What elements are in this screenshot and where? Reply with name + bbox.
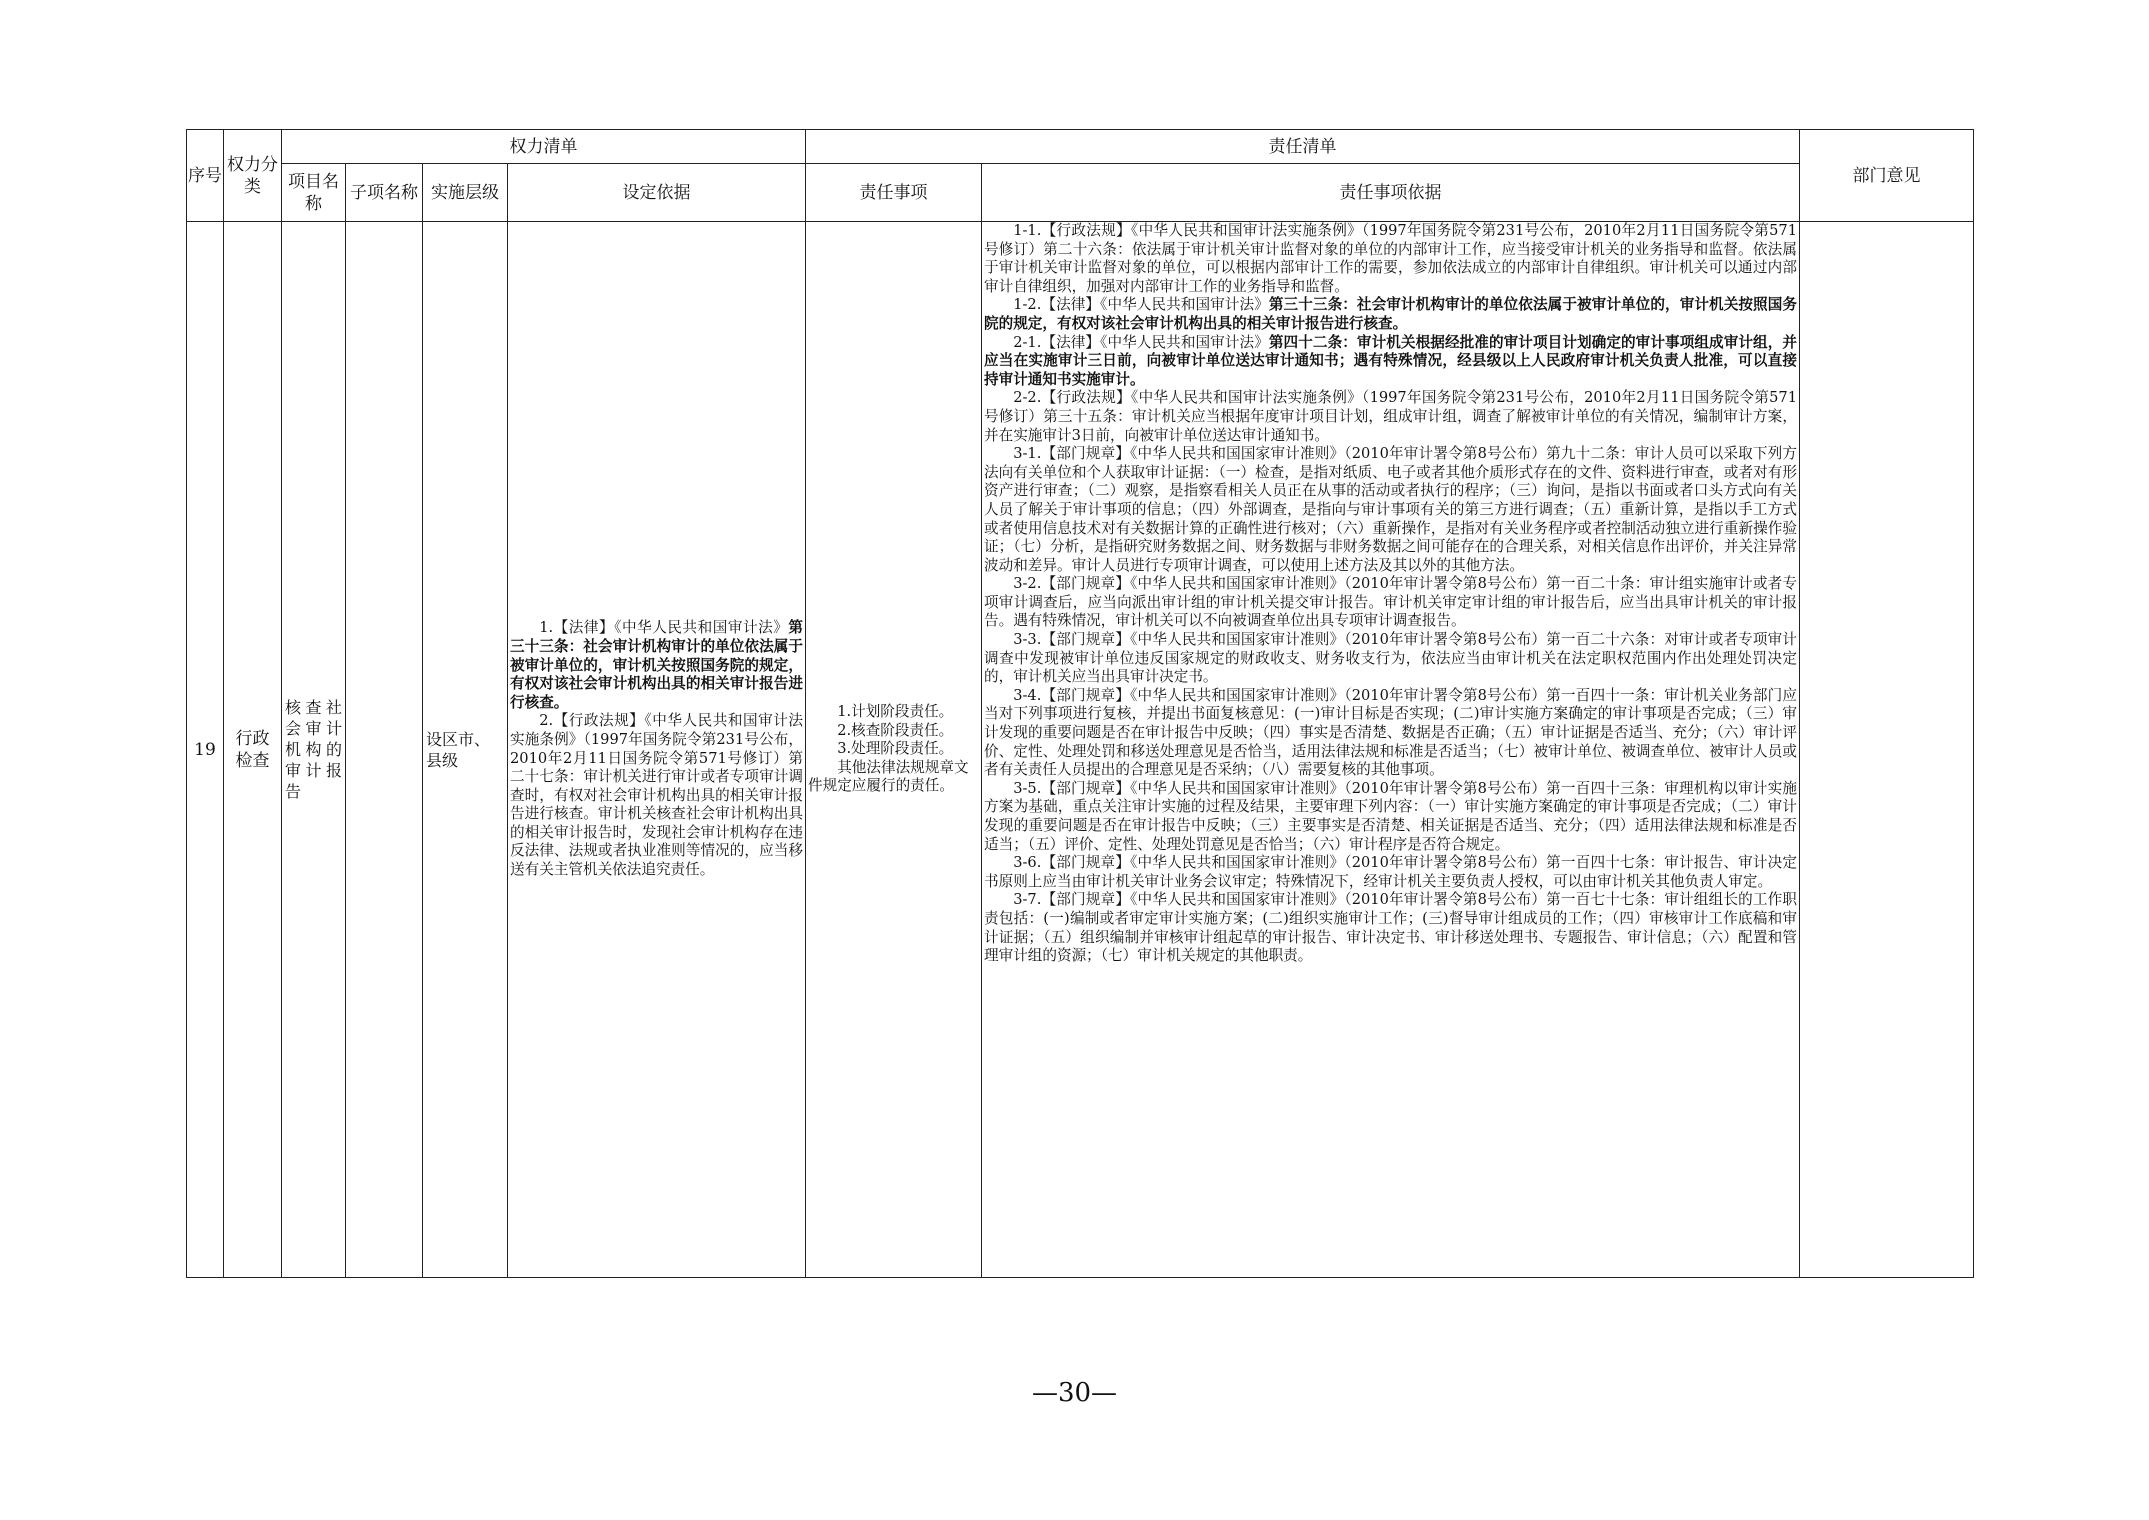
responsibility-basis-paragraph [984, 891, 1797, 965]
header-seq: 序号 [187, 130, 224, 222]
row-dept-opinion [1800, 222, 1974, 1278]
basis-paragraph-bold: 第三十三条：社会审计机构审计的单位依法属于被审计单位的，审计机关按照国务院的规定，有权对该社会审计机构出具的相关审计报告进行核查。 [510, 619, 803, 711]
responsibility-basis-paragraph-bold: 第四十二条：审计机关根据经批准的审计项目计划确定的审计事项组成审计组，并应当在实施审计三日前，向被审计单位送达审计通知书；遇有特殊情况，经县级以上人民政府审计机关负责人批准，可以直接持审计通知书实施审计。 [984, 333, 1797, 388]
page-number: —30— [1031, 1378, 1118, 1408]
header-responsibility-list: 责任清单 [806, 130, 1800, 164]
responsibility-basis-paragraph-pre: 3-5.【部门规章】《中华人民共和国国家审计准则》（2010年审计署令第8号公布）第一百四十三条：审理机构以审计实施方案为基础，重点关注审计实施的过程及结果，主要审理下列内容：（一）审计实施方案确定的审计事项是否完成；（二）审计发现的重要问题是否在审计报告中反映；（三）主要事实是否清楚、相关证据是否适当、充分；（四）适用法律法规和标准是否适当；（五）评价、定性、处理处罚意见是否恰当；（六）审计程序是否符合规定。 [984, 779, 1797, 853]
responsibility-basis-paragraph [984, 389, 1797, 445]
responsibility-basis-paragraph [984, 445, 1797, 575]
basis-paragraph [510, 712, 803, 879]
responsibility-basis-paragraph-pre: 2-1.【法律】《中华人民共和国审计法》 [1013, 333, 1269, 351]
responsibility-item: 其他法律法规规章文件规定应履行的责任。 [808, 758, 969, 795]
responsibility-basis-paragraph [984, 687, 1797, 780]
responsibility-basis-paragraph-bold: 第三十三条：社会审计机构审计的单位依法属于被审计单位的，审计机关按照国务院的规定，有权对该社会审计机构出具的相关审计报告进行核查。 [984, 296, 1797, 332]
responsibility-basis-paragraph [984, 296, 1797, 333]
header-responsibility-items: 责任事项 [806, 164, 982, 222]
responsibility-basis-paragraph-pre: 3-4.【部门规章】《中华人民共和国国家审计准则》（2010年审计署令第8号公布）第一百四十一条：审计机关业务部门应当对下列事项进行复核，并提出书面复核意见：(一)审计目标是否实现；(二)审计实施方案确定的审计事项是否完成；（三）审计发现的重要问题是否在审计报告中反映；（四）事实是否清楚、数据是否正确；（五）审计证据是否适当、充分；（六）审计评价、定性、处理处罚和移送处理意见是否恰当，适用法律法规和标准是否适当；（七）被审计单位、被调查单位、被审计人员或者有关责任人员提出的合理意见是否采纳；（八）需要复核的其他事项。 [984, 686, 1797, 779]
basis-paragraph-pre: 1.【法律】《中华人民共和国审计法》 [539, 619, 789, 637]
responsibility-basis-paragraph [984, 222, 1797, 296]
header-power-list: 权力清单 [282, 130, 806, 164]
responsibility-basis-paragraph [984, 854, 1797, 891]
basis-paragraph [510, 619, 803, 712]
basis-paragraph-pre: 2.【行政法规】《中华人民共和国审计法实施条例》（1997年国务院令第231号公布，2010年2月11日国务院令第571号修订）第二十七条：审计机关进行审计或者专项审计调查时，有权对社会审计机构出具的相关审计报告进行核查。审计机关核查社会审计机构出具的相关审计报告时，发现社会审计机构存在违反法律、法规或者执业准则等情况的，应当移送有关主管机关依法追究责任。 [510, 712, 803, 879]
responsibility-basis-paragraph-pre: 1-1.【行政法规】《中华人民共和国审计法实施条例》（1997年国务院令第231号公布，2010年2月11日国务院令第571号修订）第二十六条：依法属于审计机关审计监督对象的单位的内部审计工作，应当接受审计机关的业务指导和监督。依法属于审计机关审计监督对象的单位，可以根据内部审计工作的需要，参加依法成立的内部审计自律组织。审计机关可以通过内部审计自律组织，加强对内部审计工作的业务指导和监督。 [984, 222, 1797, 295]
header-sub-item: 子项名称 [346, 164, 423, 222]
header-basis: 设定依据 [508, 164, 806, 222]
row-item-name: 核查社会审计机构的审计报告 [282, 222, 346, 1278]
row-responsibility-basis [982, 222, 1800, 1278]
power-responsibility-table [186, 129, 1974, 1278]
header-category: 权力分类 [224, 130, 282, 222]
responsibility-basis-paragraph-pre: 3-7.【部门规章】《中华人民共和国国家审计准则》（2010年审计署令第8号公布）第一百七十七条：审计组组长的工作职责包括：(一)编制或者审定审计实施方案；(二)组织实施审计工作；(三)督导审计组成员的工作；（四）审核审计工作底稿和审计证据；（五）组织编制并审核审计组起草的审计报告、审计决定书、审计移送处理书、专题报告、审计信息；（六）配置和管理审计组的资源；（七）审计机关规定的其他职责。 [984, 891, 1797, 965]
responsibility-basis-paragraph-pre: 2-2.【行政法规】《中华人民共和国审计法实施条例》（1997年国务院令第231号公布，2010年2月11日国务院令第571号修订）第三十五条：审计机关应当根据年度审计项目计划，组成审计组，调查了解被审计单位的有关情况，编制审计方案，并在实施审计3日前，向被审计单位送达审计通知书。 [984, 389, 1797, 444]
basis-paragraphs [510, 619, 803, 879]
table-row [187, 222, 1974, 1278]
header-item-name: 项目名称 [282, 164, 346, 222]
header-dept-opinion: 部门意见 [1800, 130, 1974, 222]
row-level: 设区市、县级 [423, 222, 508, 1278]
responsibility-basis-paragraph-pre: 3-3.【部门规章】《中华人民共和国国家审计准则》（2010年审计署令第8号公布）第一百二十六条：对审计或者专项审计调查中发现被审计单位违反国家规定的财政收支、财务收支行为，依法应当由审计机关在法定职权范围内作出处理处罚决定的，审计机关应当出具审计决定书。 [984, 631, 1797, 686]
responsibility-basis-paragraph-pre: 1-2.【法律】《中华人民共和国审计法》 [1013, 296, 1269, 314]
row-seq: 19 [187, 222, 224, 1278]
responsibility-item: 1.计划阶段责任。 [837, 703, 954, 721]
row-responsibility-items [806, 222, 982, 1278]
row-basis [508, 222, 806, 1278]
responsibility-item-list [808, 703, 979, 796]
row-category: 行政检查 [224, 222, 282, 1278]
responsibility-item: 3.处理阶段责任。 [837, 740, 954, 758]
responsibility-basis-paragraph-pre: 3-2.【部门规章】《中华人民共和国国家审计准则》（2010年审计署令第8号公布）第一百二十条：审计组实施审计或者专项审计调查后，应当向派出审计组的审计机关提交审计报告。审计机关审定审计组的审计报告后，应当出具审计机关的审计报告。遇有特殊情况，审计机关可以不向被调查单位出具专项审计调查报告。 [984, 575, 1797, 630]
responsibility-basis-paragraph [984, 780, 1797, 854]
responsibility-basis-paragraph-pre: 3-6.【部门规章】《中华人民共和国国家审计准则》（2010年审计署令第8号公布）第一百四十七条：审计报告、审计决定书原则上应当由审计机关审计业务会议审定；特殊情况下，经审计机关主要负责人授权，可以由审计机关其他负责人审定。 [984, 854, 1797, 890]
responsibility-basis-paragraph-pre: 3-1.【部门规章】《中华人民共和国国家审计准则》（2010年审计署令第8号公布）第九十二条：审计人员可以采取下列方法向有关单位和个人获取审计证据：（一）检查，是指对纸质、电子或者其他介质形式存在的文件、资料进行审查，或者对有形资产进行审查；（二）观察，是指察看相关人员正在从事的活动或者执行的程序；（三）询问，是指以书面或者口头方式向有关人员了解关于审计事项的信息；（四）外部调查，是指向与审计事项有关的第三方进行调查；（五）重新计算，是指以手工方式或者使用信息技术对有关数据计算的正确性进行核对；（六）重新操作，是指对有关业务程序或者控制活动独立进行重新操作验证；（七）分析，是指研究财务数据之间、财务数据与非财务数据之间可能存在的合理关系，对相关信息作出评价，并关注异常波动和差异。审计人员进行专项审计调查，可以使用上述方法及其以外的其他方法。 [984, 445, 1797, 574]
header-responsibility-basis: 责任事项依据 [982, 164, 1800, 222]
row-sub-item [346, 222, 423, 1278]
responsibility-basis-paragraphs [984, 222, 1797, 966]
responsibility-basis-paragraph [984, 575, 1797, 631]
header-level: 实施层级 [423, 164, 508, 222]
responsibility-basis-paragraph [984, 631, 1797, 687]
responsibility-basis-paragraph [984, 334, 1797, 390]
responsibility-item: 2.核查阶段责任。 [837, 721, 954, 739]
